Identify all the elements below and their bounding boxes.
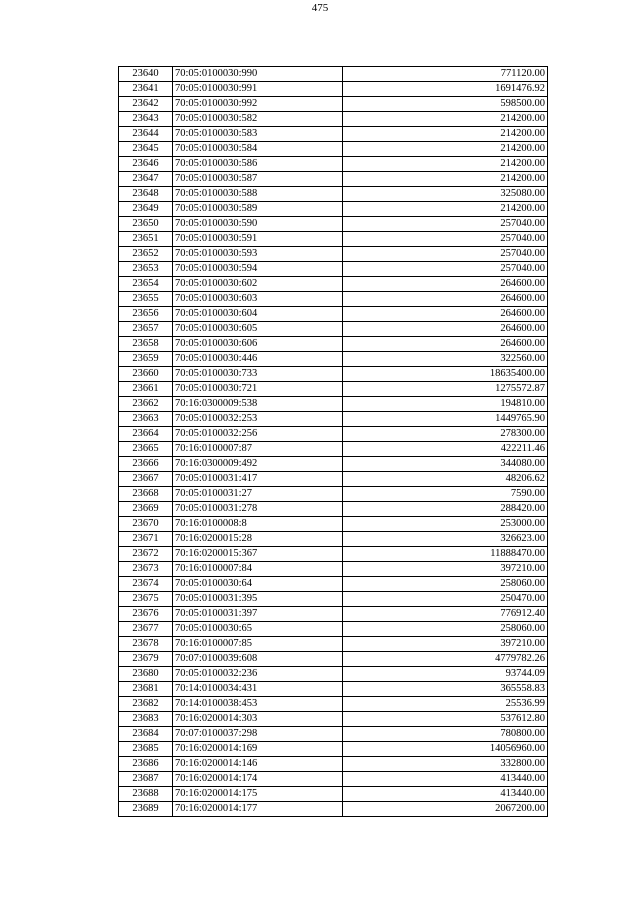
value-cell: 288420.00 bbox=[343, 502, 548, 517]
row-number-cell: 23678 bbox=[119, 637, 173, 652]
table-row bbox=[119, 397, 548, 412]
table-row bbox=[119, 82, 548, 97]
cadastral-number-cell: 70:05:0100030:721 bbox=[173, 382, 343, 397]
row-number-cell: 23681 bbox=[119, 682, 173, 697]
cadastral-number-cell: 70:05:0100030:582 bbox=[173, 112, 343, 127]
value-cell: 258060.00 bbox=[343, 622, 548, 637]
row-number-cell: 23661 bbox=[119, 382, 173, 397]
cadastral-number-cell: 70:05:0100030:606 bbox=[173, 337, 343, 352]
cadastral-number-cell: 70:14:0100038:453 bbox=[173, 697, 343, 712]
cadastral-number-cell: 70:16:0100008:8 bbox=[173, 517, 343, 532]
table-row bbox=[119, 337, 548, 352]
value-cell: 214200.00 bbox=[343, 157, 548, 172]
value-cell: 257040.00 bbox=[343, 247, 548, 262]
row-number-cell: 23665 bbox=[119, 442, 173, 457]
row-number-cell: 23679 bbox=[119, 652, 173, 667]
cadastral-number-cell: 70:05:0100030:593 bbox=[173, 247, 343, 262]
cadastral-number-cell: 70:14:0100034:431 bbox=[173, 682, 343, 697]
table-row bbox=[119, 592, 548, 607]
value-cell: 422211.46 bbox=[343, 442, 548, 457]
value-cell: 344080.00 bbox=[343, 457, 548, 472]
table-row bbox=[119, 412, 548, 427]
row-number-cell: 23660 bbox=[119, 367, 173, 382]
cadastral-number-cell: 70:16:0100007:87 bbox=[173, 442, 343, 457]
value-cell: 264600.00 bbox=[343, 292, 548, 307]
value-cell: 397210.00 bbox=[343, 637, 548, 652]
cadastral-number-cell: 70:05:0100030:584 bbox=[173, 142, 343, 157]
cadastral-number-cell: 70:05:0100031:27 bbox=[173, 487, 343, 502]
table-row bbox=[119, 292, 548, 307]
registry-table bbox=[118, 66, 548, 817]
cadastral-number-cell: 70:05:0100030:603 bbox=[173, 292, 343, 307]
page-number: 475 bbox=[311, 2, 329, 14]
value-cell: 258060.00 bbox=[343, 577, 548, 592]
row-number-cell: 23671 bbox=[119, 532, 173, 547]
table-row bbox=[119, 727, 548, 742]
row-number-cell: 23644 bbox=[119, 127, 173, 142]
value-cell: 264600.00 bbox=[343, 307, 548, 322]
cadastral-number-cell: 70:05:0100031:278 bbox=[173, 502, 343, 517]
cadastral-number-cell: 70:16:0100007:85 bbox=[173, 637, 343, 652]
value-cell: 776912.40 bbox=[343, 607, 548, 622]
cadastral-number-cell: 70:16:0200014:177 bbox=[173, 802, 343, 817]
table-row bbox=[119, 127, 548, 142]
cadastral-number-cell: 70:05:0100030:588 bbox=[173, 187, 343, 202]
value-cell: 397210.00 bbox=[343, 562, 548, 577]
table-row bbox=[119, 247, 548, 262]
value-cell: 214200.00 bbox=[343, 112, 548, 127]
table-row bbox=[119, 547, 548, 562]
table-row bbox=[119, 367, 548, 382]
table-row bbox=[119, 637, 548, 652]
table-row bbox=[119, 757, 548, 772]
table-row bbox=[119, 802, 548, 817]
table-row bbox=[119, 427, 548, 442]
cadastral-number-cell: 70:05:0100030:992 bbox=[173, 97, 343, 112]
table-row bbox=[119, 457, 548, 472]
table-row bbox=[119, 322, 548, 337]
value-cell: 771120.00 bbox=[343, 67, 548, 82]
table-row bbox=[119, 352, 548, 367]
row-number-cell: 23675 bbox=[119, 592, 173, 607]
table-row bbox=[119, 487, 548, 502]
row-number-cell: 23658 bbox=[119, 337, 173, 352]
table-row bbox=[119, 442, 548, 457]
table-row bbox=[119, 607, 548, 622]
table-row bbox=[119, 742, 548, 757]
cadastral-number-cell: 70:05:0100030:594 bbox=[173, 262, 343, 277]
row-number-cell: 23656 bbox=[119, 307, 173, 322]
table-row bbox=[119, 112, 548, 127]
cadastral-number-cell: 70:16:0200015:367 bbox=[173, 547, 343, 562]
table-row bbox=[119, 682, 548, 697]
row-number-cell: 23683 bbox=[119, 712, 173, 727]
row-number-cell: 23685 bbox=[119, 742, 173, 757]
cadastral-number-cell: 70:16:0300009:492 bbox=[173, 457, 343, 472]
cadastral-number-cell: 70:16:0200014:174 bbox=[173, 772, 343, 787]
table-row bbox=[119, 307, 548, 322]
value-cell: 11888470.00 bbox=[343, 547, 548, 562]
table-row bbox=[119, 562, 548, 577]
row-number-cell: 23684 bbox=[119, 727, 173, 742]
row-number-cell: 23651 bbox=[119, 232, 173, 247]
table-row bbox=[119, 652, 548, 667]
row-number-cell: 23664 bbox=[119, 427, 173, 442]
cadastral-number-cell: 70:05:0100030:604 bbox=[173, 307, 343, 322]
cadastral-number-cell: 70:05:0100030:733 bbox=[173, 367, 343, 382]
cadastral-number-cell: 70:16:0200014:175 bbox=[173, 787, 343, 802]
value-cell: 214200.00 bbox=[343, 202, 548, 217]
value-cell: 257040.00 bbox=[343, 232, 548, 247]
cadastral-number-cell: 70:05:0100032:236 bbox=[173, 667, 343, 682]
row-number-cell: 23643 bbox=[119, 112, 173, 127]
table-row bbox=[119, 202, 548, 217]
value-cell: 322560.00 bbox=[343, 352, 548, 367]
value-cell: 780800.00 bbox=[343, 727, 548, 742]
row-number-cell: 23672 bbox=[119, 547, 173, 562]
cadastral-number-cell: 70:05:0100030:583 bbox=[173, 127, 343, 142]
value-cell: 257040.00 bbox=[343, 262, 548, 277]
value-cell: 250470.00 bbox=[343, 592, 548, 607]
table-row bbox=[119, 217, 548, 232]
table-row bbox=[119, 622, 548, 637]
table-row bbox=[119, 262, 548, 277]
table-row bbox=[119, 532, 548, 547]
value-cell: 332800.00 bbox=[343, 757, 548, 772]
table-row bbox=[119, 187, 548, 202]
cadastral-number-cell: 70:16:0200014:146 bbox=[173, 757, 343, 772]
value-cell: 278300.00 bbox=[343, 427, 548, 442]
row-number-cell: 23653 bbox=[119, 262, 173, 277]
cadastral-number-cell: 70:05:0100030:587 bbox=[173, 172, 343, 187]
row-number-cell: 23646 bbox=[119, 157, 173, 172]
cadastral-number-cell: 70:05:0100031:417 bbox=[173, 472, 343, 487]
value-cell: 1275572.87 bbox=[343, 382, 548, 397]
table-row bbox=[119, 697, 548, 712]
value-cell: 257040.00 bbox=[343, 217, 548, 232]
value-cell: 48206.62 bbox=[343, 472, 548, 487]
cadastral-number-cell: 70:05:0100030:591 bbox=[173, 232, 343, 247]
row-number-cell: 23647 bbox=[119, 172, 173, 187]
row-number-cell: 23680 bbox=[119, 667, 173, 682]
row-number-cell: 23682 bbox=[119, 697, 173, 712]
row-number-cell: 23645 bbox=[119, 142, 173, 157]
cadastral-number-cell: 70:05:0100030:590 bbox=[173, 217, 343, 232]
cadastral-number-cell: 70:07:0100037:298 bbox=[173, 727, 343, 742]
row-number-cell: 23674 bbox=[119, 577, 173, 592]
value-cell: 598500.00 bbox=[343, 97, 548, 112]
value-cell: 14056960.00 bbox=[343, 742, 548, 757]
table-row bbox=[119, 67, 548, 82]
row-number-cell: 23655 bbox=[119, 292, 173, 307]
value-cell: 1691476.92 bbox=[343, 82, 548, 97]
cadastral-number-cell: 70:05:0100030:602 bbox=[173, 277, 343, 292]
cadastral-number-cell: 70:05:0100030:991 bbox=[173, 82, 343, 97]
table-row bbox=[119, 577, 548, 592]
cadastral-number-cell: 70:05:0100030:64 bbox=[173, 577, 343, 592]
row-number-cell: 23666 bbox=[119, 457, 173, 472]
value-cell: 253000.00 bbox=[343, 517, 548, 532]
row-number-cell: 23663 bbox=[119, 412, 173, 427]
table-row bbox=[119, 517, 548, 532]
row-number-cell: 23688 bbox=[119, 787, 173, 802]
cadastral-number-cell: 70:05:0100030:586 bbox=[173, 157, 343, 172]
row-number-cell: 23642 bbox=[119, 97, 173, 112]
row-number-cell: 23670 bbox=[119, 517, 173, 532]
cadastral-number-cell: 70:16:0300009:538 bbox=[173, 397, 343, 412]
value-cell: 325080.00 bbox=[343, 187, 548, 202]
row-number-cell: 23641 bbox=[119, 82, 173, 97]
value-cell: 1449765.90 bbox=[343, 412, 548, 427]
row-number-cell: 23650 bbox=[119, 217, 173, 232]
row-number-cell: 23652 bbox=[119, 247, 173, 262]
value-cell: 7590.00 bbox=[343, 487, 548, 502]
row-number-cell: 23676 bbox=[119, 607, 173, 622]
table-row bbox=[119, 787, 548, 802]
cadastral-number-cell: 70:05:0100031:395 bbox=[173, 592, 343, 607]
row-number-cell: 23669 bbox=[119, 502, 173, 517]
value-cell: 264600.00 bbox=[343, 322, 548, 337]
row-number-cell: 23667 bbox=[119, 472, 173, 487]
cadastral-number-cell: 70:05:0100032:253 bbox=[173, 412, 343, 427]
value-cell: 537612.80 bbox=[343, 712, 548, 727]
cadastral-number-cell: 70:16:0200015:28 bbox=[173, 532, 343, 547]
registry-table-body bbox=[119, 67, 548, 817]
cadastral-number-cell: 70:05:0100030:65 bbox=[173, 622, 343, 637]
value-cell: 365558.83 bbox=[343, 682, 548, 697]
cadastral-number-cell: 70:16:0200014:303 bbox=[173, 712, 343, 727]
value-cell: 264600.00 bbox=[343, 277, 548, 292]
cadastral-number-cell: 70:16:0200014:169 bbox=[173, 742, 343, 757]
table-row bbox=[119, 157, 548, 172]
table-row bbox=[119, 142, 548, 157]
table-row bbox=[119, 772, 548, 787]
value-cell: 264600.00 bbox=[343, 337, 548, 352]
cadastral-number-cell: 70:05:0100030:605 bbox=[173, 322, 343, 337]
value-cell: 413440.00 bbox=[343, 787, 548, 802]
row-number-cell: 23649 bbox=[119, 202, 173, 217]
value-cell: 194810.00 bbox=[343, 397, 548, 412]
table-row bbox=[119, 502, 548, 517]
row-number-cell: 23657 bbox=[119, 322, 173, 337]
row-number-cell: 23668 bbox=[119, 487, 173, 502]
cadastral-number-cell: 70:05:0100031:397 bbox=[173, 607, 343, 622]
row-number-cell: 23654 bbox=[119, 277, 173, 292]
cadastral-number-cell: 70:07:0100039:608 bbox=[173, 652, 343, 667]
row-number-cell: 23640 bbox=[119, 67, 173, 82]
value-cell: 2067200.00 bbox=[343, 802, 548, 817]
table-row bbox=[119, 277, 548, 292]
value-cell: 214200.00 bbox=[343, 142, 548, 157]
value-cell: 413440.00 bbox=[343, 772, 548, 787]
value-cell: 4779782.26 bbox=[343, 652, 548, 667]
value-cell: 214200.00 bbox=[343, 172, 548, 187]
cadastral-number-cell: 70:05:0100032:256 bbox=[173, 427, 343, 442]
table-row bbox=[119, 472, 548, 487]
row-number-cell: 23689 bbox=[119, 802, 173, 817]
value-cell: 214200.00 bbox=[343, 127, 548, 142]
value-cell: 326623.00 bbox=[343, 532, 548, 547]
table-row bbox=[119, 712, 548, 727]
row-number-cell: 23659 bbox=[119, 352, 173, 367]
table-row bbox=[119, 667, 548, 682]
row-number-cell: 23662 bbox=[119, 397, 173, 412]
table-row bbox=[119, 172, 548, 187]
row-number-cell: 23687 bbox=[119, 772, 173, 787]
row-number-cell: 23673 bbox=[119, 562, 173, 577]
row-number-cell: 23677 bbox=[119, 622, 173, 637]
cadastral-number-cell: 70:16:0100007:84 bbox=[173, 562, 343, 577]
value-cell: 18635400.00 bbox=[343, 367, 548, 382]
table-row bbox=[119, 382, 548, 397]
value-cell: 93744.09 bbox=[343, 667, 548, 682]
row-number-cell: 23648 bbox=[119, 187, 173, 202]
value-cell: 25536.99 bbox=[343, 697, 548, 712]
cadastral-number-cell: 70:05:0100030:589 bbox=[173, 202, 343, 217]
cadastral-number-cell: 70:05:0100030:990 bbox=[173, 67, 343, 82]
table-row bbox=[119, 97, 548, 112]
cadastral-number-cell: 70:05:0100030:446 bbox=[173, 352, 343, 367]
table-row bbox=[119, 232, 548, 247]
row-number-cell: 23686 bbox=[119, 757, 173, 772]
